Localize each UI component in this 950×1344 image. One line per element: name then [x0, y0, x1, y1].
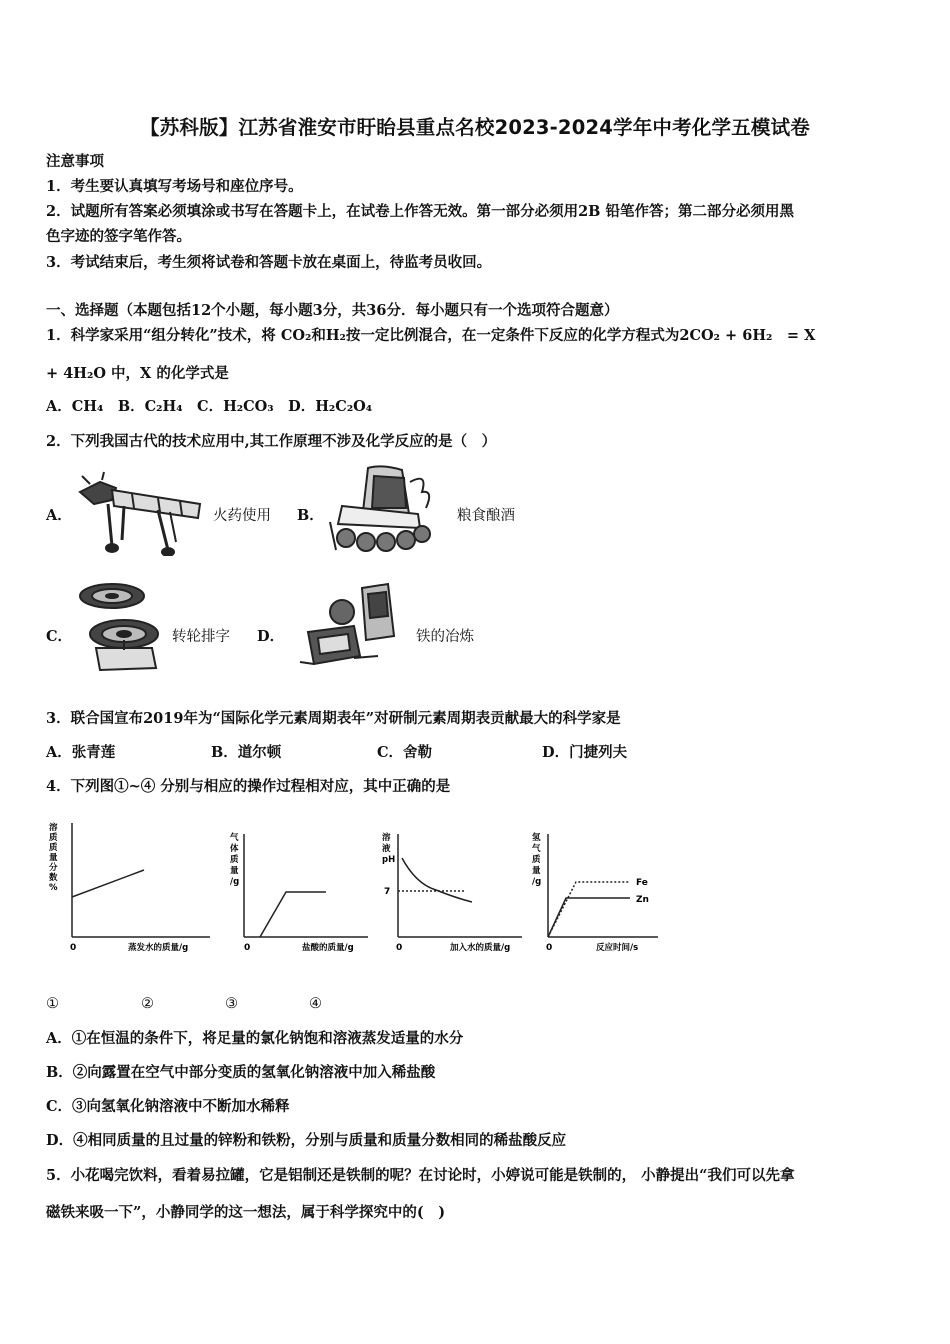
q3-option-b: B．道尔顿: [211, 744, 282, 761]
graph-2-origin: 0: [244, 943, 251, 953]
q2-option-b-label: B．: [297, 507, 324, 524]
graph-1-origin: 0: [70, 943, 77, 953]
notice-item: 2．试题所有答案必须填涂或书写在答题卡上，在试卷上作答无效。第一部分必须用2B 铅笔作答；第二部分必须用黑: [46, 203, 794, 220]
notice-heading: 注意事项: [46, 153, 104, 170]
q4-option-d: D．④相同质量的且过量的锌粉和铁粉，分别与质量和质量分数相同的稀盐酸反应: [46, 1132, 567, 1149]
graph-1-ylabel: 溶质质量分数%: [49, 823, 58, 893]
graph-4-series-zn: Zn: [636, 895, 649, 905]
graph-4-series-fe: Fe: [636, 878, 648, 888]
graph-4-ylabel: 氢气质量/g: [532, 833, 542, 887]
rocket-illustration: [72, 470, 212, 556]
q4-option-c: C．③向氢氧化钠溶液中不断加水稀释: [46, 1098, 290, 1115]
q4-stem: 4．下列图①~④ 分别与相应的操作过程相对应，其中正确的是: [46, 778, 451, 795]
q2-option-c-text: 转轮排字: [172, 629, 230, 645]
graph-2: [220, 828, 370, 958]
graph-number-2: ②: [141, 996, 154, 1012]
graph-2-xlabel: 盐酸的质量/g: [302, 943, 354, 953]
q2-option-a-label: A．: [46, 507, 72, 524]
q1-stem-cont: + 4H₂O 中，X 的化学式是: [46, 365, 229, 382]
q1-options: A．CH₄ B．C₂H₄ C．H₂CO₃ D．H₂C₂O₄: [46, 398, 373, 415]
graph-3-xlabel: 加入水的质量/g: [450, 943, 511, 953]
q3-option-a: A．张青莲: [46, 744, 116, 761]
graph-3-ylabel: 溶液 pH: [382, 833, 396, 865]
notice-item: 3．考试结束后，考生须将试卷和答题卡放在桌面上，待监考员收回。: [46, 254, 492, 271]
q2-option-c-label: C．: [46, 628, 73, 645]
graph-4-xlabel: 反应时间/s: [596, 943, 639, 953]
graph-number-4: ④: [309, 996, 322, 1012]
graph-number-1: ①: [46, 996, 59, 1012]
q2-option-a-text: 火药使用: [213, 508, 271, 524]
brewing-illustration: [322, 462, 444, 560]
graph-1-xlabel: 蒸发水的质量/g: [128, 943, 189, 953]
section-heading: 一、选择题（本题包括12个小题，每小题3分，共36分．每小题只有一个选项符合题意）: [46, 302, 619, 319]
type-wheel-illustration: [72, 578, 168, 674]
q5-stem-cont: 磁铁来吸一下”，小静同学的这一想法，属于科学探究中的( ): [46, 1204, 446, 1221]
graph-2-ylabel: 气体质量/g: [230, 833, 240, 887]
q4-option-a: A．①在恒温的条件下，将足量的氯化钠饱和溶液蒸发适量的水分: [46, 1030, 464, 1047]
q2-option-d-label: D．: [257, 628, 285, 645]
graph-3-origin: 0: [396, 943, 403, 953]
graph-3: [376, 828, 526, 958]
graph-3-mark: 7: [384, 887, 391, 897]
graph-4: [526, 828, 686, 958]
graph-4-origin: 0: [546, 943, 553, 953]
notice-item: 色字迹的签字笔作答。: [46, 228, 191, 245]
notice-item: 1．考生要认真填写考场号和座位序号。: [46, 178, 303, 195]
q2-option-b-text: 粮食酿酒: [457, 508, 515, 524]
page-title: 【苏科版】江苏省淮安市盱眙县重点名校2023-2024学年中考化学五模试卷: [139, 116, 811, 139]
q2-stem: 2．下列我国古代的技术应用中,其工作原理不涉及化学反应的是（ ）: [46, 433, 497, 450]
q3-option-c: C．舍勒: [377, 744, 433, 761]
q3-option-d: D．门捷列夫: [542, 744, 628, 761]
q5-stem: 5．小花喝完饮料，看着易拉罐，它是铝制还是铁制的呢？在讨论时，小婷说可能是铁制的， 小静提出“我们可以先拿: [46, 1167, 795, 1184]
graph-1: [44, 818, 214, 958]
q1-stem: 1．科学家采用“组分转化”技术，将 CO₂和H₂按一定比例混合，在一定条件下反应的化学方程式为2CO₂ + 6H₂ = X: [46, 327, 816, 344]
graph-number-3: ③: [225, 996, 238, 1012]
q3-stem: 3．联合国宣布2019年为“国际化学元素周期表年”对研制元素周期表贡献最大的科学家是: [46, 710, 621, 727]
q4-option-b: B．②向露置在空气中部分变质的氢氧化钠溶液中加入稀盐酸: [46, 1064, 436, 1081]
q2-option-d-text: 铁的冶炼: [416, 629, 474, 645]
iron-smelting-illustration: [288, 578, 406, 670]
